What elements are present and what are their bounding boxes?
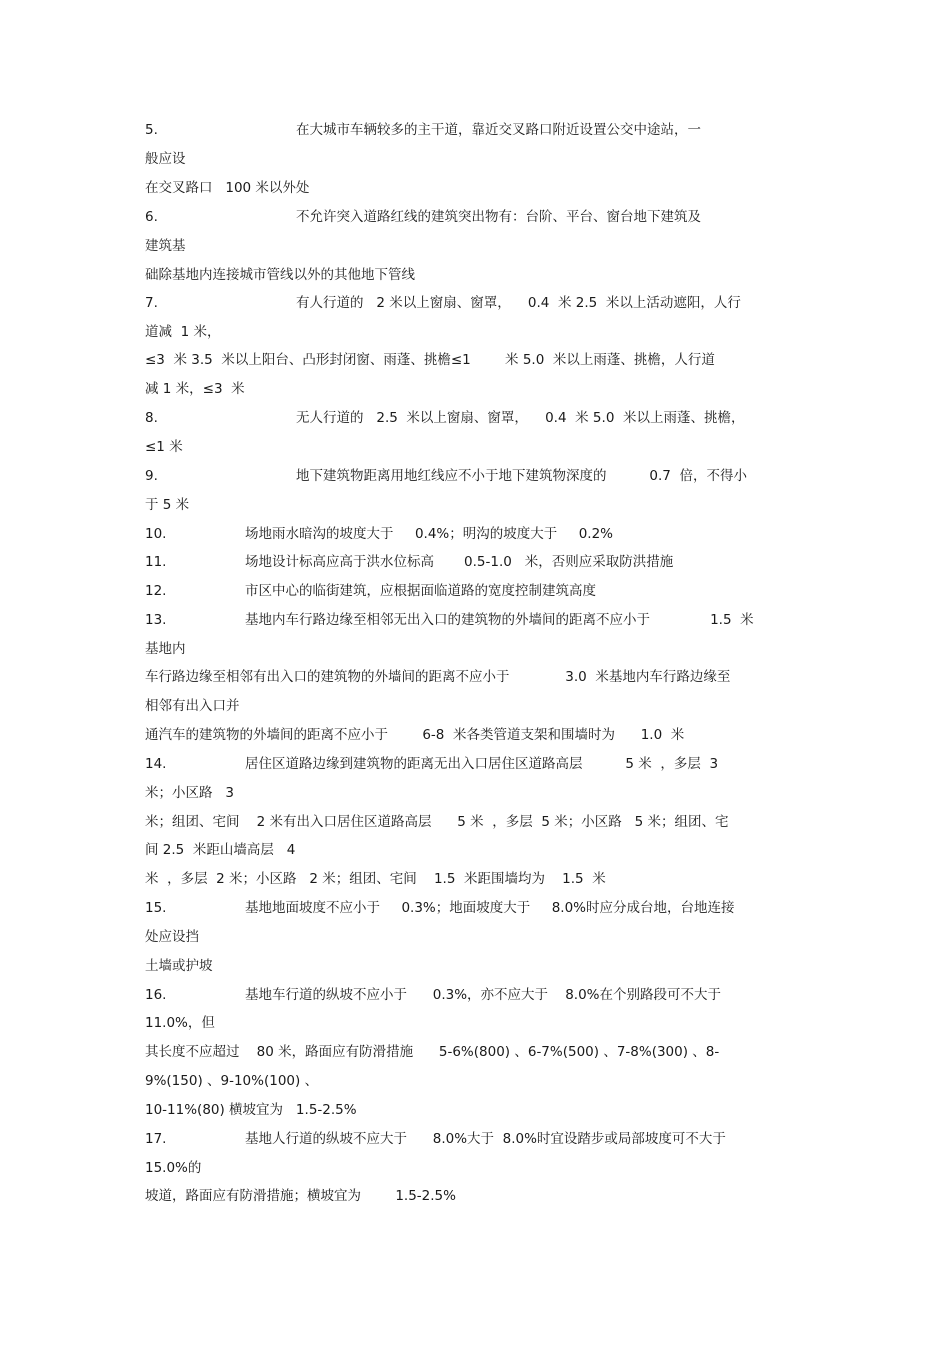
item-16-line-1: [145, 985, 722, 1005]
item-8-line-1: [145, 408, 745, 428]
item-5-line-1: [145, 120, 701, 140]
item-13-line-5: 通汽车的建筑物的外墙间的距离不应小于 6-8 米各类管道支架和围墙时为 1.0 米: [145, 727, 685, 743]
item-15-line-1: [145, 898, 735, 918]
item-16-line-2: 11.0%，但: [145, 1015, 215, 1031]
item-13-line-2: 基地内: [145, 641, 186, 657]
item-number: 10.: [145, 526, 167, 542]
item-9-line-1: [145, 466, 747, 486]
item-text: 地下建筑物距离用地红线应不小于地下建筑物深度的 0.7 倍，不得小: [296, 468, 747, 484]
item-13-line-4: 相邻有出入口并: [145, 698, 240, 714]
item-5-line-2: 般应设: [145, 151, 186, 167]
item-16-line-3: 其长度不应超过 80 米，路面应有防滑措施 5-6%(800) 、6-7%(500) 、7-8%(300) 、8-: [145, 1044, 720, 1060]
item-number: 8.: [145, 410, 158, 426]
item-text: 不允许突入道路红线的建筑突出物有：台阶、平台、窗台地下建筑及: [296, 209, 701, 225]
item-17-line-3: 坡道，路面应有防滑措施；横坡宜为 1.5-2.5%: [145, 1188, 456, 1204]
item-text: 有人行道的 2 米以上窗扇、窗罩， 0.4 米 2.5 米以上活动遮阳，人行: [296, 295, 741, 311]
item-14-line-4: 间 2.5 米距山墙高层 4: [145, 842, 296, 858]
item-11-line-1: [145, 552, 674, 572]
item-14-line-5: 米 ，多层 2 米；小区路 2 米；组团、宅间 1.5 米距围墙均为 1.5 米: [145, 871, 606, 887]
item-16-line-5: 10-11%(80) 横坡宜为 1.5-2.5%: [145, 1102, 357, 1118]
item-text: 场地设计标高应高于洪水位标高 0.5-1.0 米，否则应采取防洪措施: [245, 554, 674, 570]
item-number: 5.: [145, 122, 158, 138]
item-15-line-2: 处应设挡: [145, 929, 199, 945]
item-text: 基地车行道的纵坡不应小于 0.3%，亦不应大于 8.0%在个别路段可不大于: [245, 987, 722, 1003]
item-text: 基地内车行路边缘至相邻无出入口的建筑物的外墙间的距离不应小于 1.5 米: [245, 612, 754, 628]
item-text: 在大城市车辆较多的主干道，靠近交叉路口附近设置公交中途站，一: [296, 122, 701, 138]
item-6-line-3: 础除基地内连接城市管线以外的其他地下管线: [145, 267, 415, 283]
item-14-line-3: 米；组团、宅间 2 米有出入口居住区道路高层 5 米 ，多层 5 米；小区路 5 米；组团、宅: [145, 814, 729, 830]
item-9-line-2: 于 5 米: [145, 497, 190, 513]
item-number: 16.: [145, 987, 167, 1003]
item-number: 15.: [145, 900, 167, 916]
item-10-line-1: [145, 524, 614, 544]
item-text: 场地雨水暗沟的坡度大于 0.4%；明沟的坡度大于 0.2%: [245, 526, 614, 542]
item-text: 基地地面坡度不应小于 0.3%；地面坡度大于 8.0%时应分成台地，台地连接: [245, 900, 735, 916]
item-13-line-1: [145, 610, 754, 630]
item-number: 12.: [145, 583, 167, 599]
item-text: 市区中心的临街建筑，应根据面临道路的宽度控制建筑高度: [245, 583, 596, 599]
item-text: 居住区道路边缘到建筑物的距离无出入口居住区道路高层 5 米 ，多层 3: [245, 756, 719, 772]
item-number: 13.: [145, 612, 167, 628]
item-5-line-3: 在交叉路口 100 米以外处: [145, 180, 310, 196]
item-7-line-1: [145, 293, 741, 313]
item-6-line-2: 建筑基: [145, 238, 186, 254]
item-14-line-2: 米；小区路 3: [145, 785, 234, 801]
item-17-line-1: [145, 1129, 726, 1149]
item-number: 17.: [145, 1131, 167, 1147]
item-7-line-4: 减 1 米，≤3 米: [145, 381, 245, 397]
item-7-line-2: 道减 1 米，: [145, 324, 221, 340]
item-16-line-4: 9%(150) 、9-10%(100) 、: [145, 1073, 319, 1089]
item-6-line-1: [145, 207, 701, 227]
item-7-line-3: ≤3 米 3.5 米以上阳台、凸形封闭窗、雨蓬、挑檐≤1 米 5.0 米以上雨蓬、挑檐，人行道: [145, 352, 715, 368]
item-number: 9.: [145, 468, 158, 484]
item-number: 6.: [145, 209, 158, 225]
item-17-line-2: 15.0%的: [145, 1160, 202, 1176]
item-text: 无人行道的 2.5 米以上窗扇、窗罩， 0.4 米 5.0 米以上雨蓬、挑檐，: [296, 410, 745, 426]
item-12-line-1: [145, 581, 596, 601]
item-text: 基地人行道的纵坡不应大于 8.0%大于 8.0%时宜设踏步或局部坡度可不大于: [245, 1131, 726, 1147]
item-15-line-3: 土墙或护坡: [145, 958, 213, 974]
item-number: 11.: [145, 554, 167, 570]
item-8-line-2: ≤1 米: [145, 439, 183, 455]
item-13-line-3: 车行路边缘至相邻有出入口的建筑物的外墙间的距离不应小于 3.0 米基地内车行路边缘至: [145, 669, 731, 685]
item-14-line-1: [145, 754, 719, 774]
item-number: 7.: [145, 295, 158, 311]
item-number: 14.: [145, 756, 167, 772]
